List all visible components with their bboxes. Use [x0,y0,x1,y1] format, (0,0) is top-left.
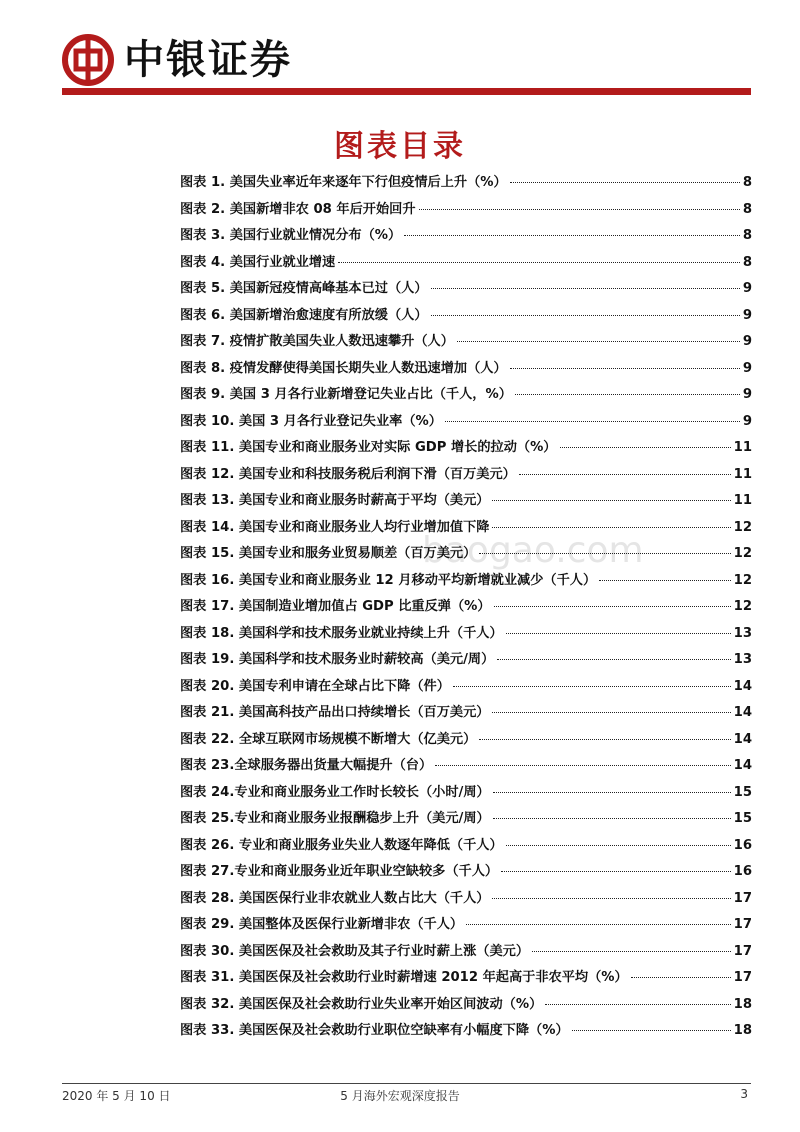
toc-entry-title: 图表 32. 美国医保及社会救助行业失业率开始区间波动（%） [180,996,543,1012]
toc-entry[interactable] [180,648,752,675]
toc-entry[interactable] [180,595,752,622]
dot-leader [519,474,731,475]
toc-entry-page: 12 [733,546,752,561]
dot-leader [435,765,731,766]
toc-entry[interactable] [180,834,752,861]
toc-entry[interactable] [180,463,752,490]
toc-entry-title: 图表 22. 全球互联网市场规模不断增大（亿美元） [180,731,477,747]
footer-date: 2020 年 5 月 10 日 [62,1089,171,1103]
dot-leader [599,580,731,581]
toc-entry-page: 16 [733,837,752,853]
logo [62,34,292,86]
toc-entry-page: 11 [733,493,752,508]
toc-entry-page: 9 [742,387,752,402]
dot-leader [479,739,730,740]
dot-leader [419,209,740,210]
dot-leader [501,871,731,872]
toc-entry-title: 图表 11. 美国专业和商业服务业对实际 GDP 增长的拉动（%） [180,440,557,455]
toc-entry-page: 15 [733,784,752,800]
toc-entry-page: 14 [733,758,752,773]
toc-entry[interactable] [180,913,752,940]
toc-entry-page: 8 [742,254,752,270]
toc-entry-page: 14 [733,678,752,694]
toc-entry-title: 图表 19. 美国科学和技术服务业时薪较高（美元/周） [180,652,495,667]
dot-leader [479,553,730,554]
toc-entry[interactable] [180,410,752,437]
toc-entry-page: 17 [733,917,752,932]
toc-entry[interactable] [180,675,752,702]
watermark: baogao.com [422,530,644,571]
dot-leader [545,1004,730,1005]
dot-leader [404,235,740,236]
toc-entry-title: 图表 16. 美国专业和商业服务业 12 月移动平均新增就业减少（千人） [180,572,597,588]
dot-leader [492,898,730,899]
toc-entry-title: 图表 24.专业和商业服务业工作时长较长（小时/周） [180,784,490,800]
toc-entry-page: 9 [742,307,752,323]
toc-entry[interactable] [180,224,752,251]
toc-entry-page: 15 [733,811,752,826]
dot-leader [572,1030,731,1031]
toc-entry-page: 18 [733,996,752,1012]
toc-entry[interactable] [180,754,752,781]
toc-entry-title: 图表 8. 疫情发酵使得美国长期失业人数迅速增加（人） [180,360,507,376]
toc-entry-page: 17 [733,943,752,959]
toc-entry-page: 8 [742,228,752,243]
toc-entry-title: 图表 33. 美国医保及社会救助行业职位空缺率有小幅度下降（%） [180,1023,569,1038]
footer-report-title: 5 月海外宏观深度报告 [340,1089,460,1103]
toc-entry[interactable] [180,860,752,887]
header-rule [62,88,751,95]
toc-entry-title: 图表 31. 美国医保及社会救助行业时薪增速 2012 年起高于非农平均（%） [180,970,628,985]
toc-entry[interactable] [180,357,752,384]
toc-entry-page: 14 [733,705,752,720]
dot-leader [493,818,731,819]
toc-entry-title: 图表 25.专业和商业服务业报酬稳步上升（美元/周） [180,811,490,826]
footer-page-number: 3 [740,1087,748,1101]
dot-leader [492,527,730,528]
toc-entry-page: 14 [733,731,752,747]
dot-leader [431,288,740,289]
toc-entry-title: 图表 30. 美国医保及社会救助及其子行业时薪上涨（美元） [180,943,530,959]
toc-entry[interactable] [180,1019,752,1046]
figure-list [180,171,752,1046]
page-title: 图表目录 [334,129,466,164]
toc-entry-page: 13 [733,625,752,641]
toc-entry[interactable] [180,569,752,596]
toc-entry-page: 18 [733,1023,752,1038]
toc-entry-page: 12 [733,519,752,535]
toc-entry-page: 9 [742,334,752,349]
toc-entry-title: 图表 17. 美国制造业增加值占 GDP 比重反弹（%） [180,599,491,614]
toc-entry-page: 12 [733,599,752,614]
toc-entry-page: 13 [733,652,752,667]
dot-leader [492,500,730,501]
toc-entry[interactable] [180,436,752,463]
toc-entry-page: 11 [733,466,752,482]
toc-entry-title: 图表 9. 美国 3 月各行业新增登记失业占比（千人，%） [180,387,512,402]
dot-leader [492,712,730,713]
toc-entry[interactable] [180,277,752,304]
toc-entry-title: 图表 14. 美国专业和商业服务业人均行业增加值下降 [180,519,490,535]
toc-entry[interactable] [180,701,752,728]
dot-leader [494,606,731,607]
toc-entry[interactable] [180,940,752,967]
toc-entry-title: 图表 3. 美国行业就业情况分布（%） [180,228,402,243]
toc-entry[interactable] [180,304,752,331]
toc-entry-page: 8 [742,175,752,190]
toc-entry-page: 9 [742,281,752,296]
dot-leader [515,394,740,395]
toc-entry-title: 图表 26. 专业和商业服务业失业人数逐年降低（千人） [180,837,503,853]
toc-entry[interactable] [180,383,752,410]
dot-leader [457,341,740,342]
toc-entry-title: 图表 5. 美国新冠疫情高峰基本已过（人） [180,281,428,296]
toc-entry[interactable] [180,171,752,198]
toc-entry[interactable] [180,516,752,543]
toc-entry-page: 12 [733,572,752,588]
toc-entry[interactable] [180,330,752,357]
toc-entry-page: 17 [733,970,752,985]
toc-entry-page: 9 [742,360,752,376]
dot-leader [532,951,731,952]
toc-entry[interactable] [180,542,752,569]
toc-entry-title: 图表 18. 美国科学和技术服务业就业持续上升（千人） [180,625,503,641]
dot-leader [497,659,730,660]
toc-entry-title: 图表 27.专业和商业服务业近年职业空缺较多（千人） [180,864,499,879]
dot-leader [453,686,731,687]
toc-entry-page: 17 [733,890,752,906]
toc-entry-title: 图表 6. 美国新增治愈速度有所放缓（人） [180,307,428,323]
toc-entry[interactable] [180,993,752,1020]
footer-rule [62,1083,751,1084]
dot-leader [506,845,731,846]
dot-leader [466,924,731,925]
toc-entry[interactable] [180,966,752,993]
toc-entry-page: 16 [733,864,752,879]
toc-entry[interactable] [180,251,752,278]
toc-entry-title: 图表 10. 美国 3 月各行业登记失业率（%） [180,413,442,429]
toc-entry-title: 图表 15. 美国专业和服务业贸易顺差（百万美元） [180,546,477,561]
dot-leader [493,792,731,793]
toc-entry-title: 图表 29. 美国整体及医保行业新增非农（千人） [180,917,464,932]
toc-entry[interactable] [180,887,752,914]
toc-entry-title: 图表 7. 疫情扩散美国失业人数迅速攀升（人） [180,334,454,349]
toc-entry-title: 图表 12. 美国专业和科技服务税后利润下滑（百万美元） [180,466,516,482]
toc-entry[interactable] [180,489,752,516]
toc-entry-page: 11 [733,440,752,455]
toc-entry[interactable] [180,807,752,834]
bank-of-china-logo-icon [62,34,114,86]
dot-leader [431,315,740,316]
toc-entry[interactable] [180,781,752,808]
toc-entry-page: 9 [742,413,752,429]
toc-entry[interactable] [180,198,752,225]
dot-leader [510,182,740,183]
dot-leader [560,447,731,448]
toc-entry-title: 图表 13. 美国专业和商业服务时薪高于平均（美元） [180,493,490,508]
toc-entry-title: 图表 2. 美国新增非农 08 年后开始回升 [180,201,416,217]
dot-leader [338,262,740,263]
dot-leader [506,633,731,634]
dot-leader [510,368,740,369]
toc-entry-title: 图表 1. 美国失业率近年来逐年下行但疫情后上升（%） [180,175,507,190]
toc-entry-title: 图表 20. 美国专利申请在全球占比下降（件） [180,678,450,694]
toc-entry-page: 8 [742,201,752,217]
dot-leader [631,977,731,978]
toc-entry-title: 图表 23.全球服务器出货量大幅提升（台） [180,758,433,773]
toc-entry-title: 图表 28. 美国医保行业非农就业人数占比大（千人） [180,890,490,906]
brand-name: 中银证券 [124,37,292,83]
toc-entry[interactable] [180,728,752,755]
dot-leader [445,421,740,422]
toc-entry-title: 图表 4. 美国行业就业增速 [180,254,336,270]
toc-entry-title: 图表 21. 美国高科技产品出口持续增长（百万美元） [180,705,490,720]
toc-entry[interactable] [180,622,752,649]
